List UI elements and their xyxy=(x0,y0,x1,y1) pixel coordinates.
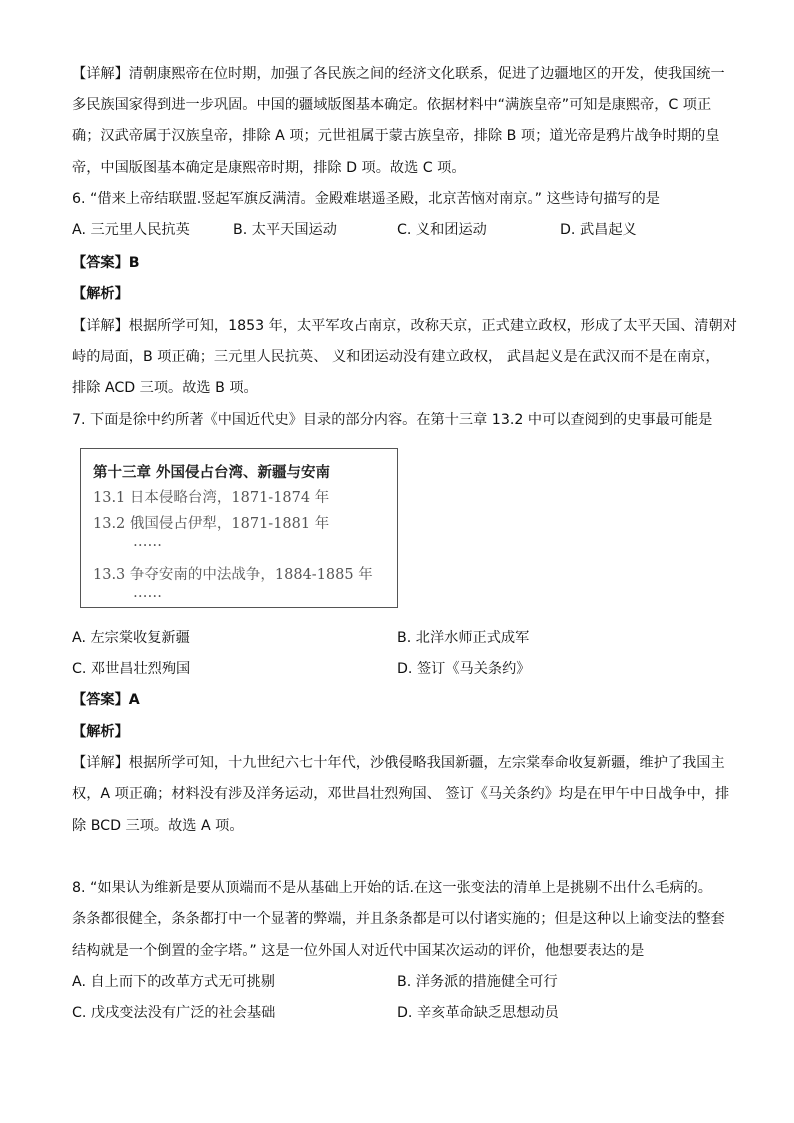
q7-answer: 【答案】A xyxy=(72,692,140,708)
q6-detail-line-1: 【详解】根据所学可知，1853 年，太平军攻占南京，改称天京，正式建立政权，形成了太平天国、清朝对 xyxy=(72,318,737,334)
q6-options xyxy=(72,220,724,240)
q7-stem: 7. 下面是徐中约所著《中国近代史》目录的部分内容。在第十三章 13.2 中可以查阅到的史事最可能是 xyxy=(72,412,713,428)
q7-options-row-2 xyxy=(72,659,724,679)
q7-options-row-1 xyxy=(72,628,724,648)
q6-option-c: C. 义和团运动 xyxy=(397,222,487,238)
q7-option-c: C. 邓世昌壮烈殉国 xyxy=(72,661,191,677)
toc-ellipsis-1: …… xyxy=(133,534,162,550)
q6-option-d: D. 武昌起义 xyxy=(560,222,637,238)
q8-option-a: A. 自上而下的改革方式无可挑剔 xyxy=(72,974,275,990)
q5-detail-line-1: 【详解】清朝康熙帝在位时期，加强了各民族之间的经济文化联系，促进了边疆地区的开发，使我国统一 xyxy=(72,66,725,82)
q7-option-b: B. 北洋水师正式成军 xyxy=(397,630,530,646)
q7-detail-line-2: 权，A 项正确；材料没有涉及洋务运动，邓世昌壮烈殉国、 签订《马关条约》均是在甲午中日战争中，排 xyxy=(72,786,730,802)
q5-detail-line-3: 确；汉武帝属于汉族皇帝，排除 A 项；元世祖属于蒙古族皇帝，排除 B 项；道光帝是鸦片战争时期的皇 xyxy=(72,128,720,144)
q7-option-d: D. 签订《马关条约》 xyxy=(397,661,531,677)
q8-options-row-2 xyxy=(72,1003,724,1023)
toc-item-13-3: 13.3 争夺安南的中法战争，1884-1885 年 xyxy=(93,567,373,583)
q8-option-b: B. 洋务派的措施健全可行 xyxy=(397,974,558,990)
q6-analysis-label: 【解析】 xyxy=(72,286,129,302)
toc-item-13-2: 13.2 俄国侵占伊犁，1871-1881 年 xyxy=(93,516,330,532)
q6-detail-line-3: 排除 ACD 三项。故选 B 项。 xyxy=(72,380,258,396)
toc-chapter-heading: 第十三章 外国侵占台湾、新疆与安南 xyxy=(93,465,331,481)
q7-analysis-label: 【解析】 xyxy=(72,724,129,740)
q8-stem-line-2: 条条都很健全，条条都打中一个显著的弊端，并且条条都是可以付诸实施的；但是这种以上谕变法的整套 xyxy=(72,911,725,927)
q8-stem-line-1: 8. “如果认为维新是要从顶端而不是从基础上开始的话.在这一张变法的清单上是挑剔不出什么毛病的。 xyxy=(72,880,712,896)
q5-detail-line-4: 帝，中国版图基本确定是康熙帝时期，排除 D 项。故选 C 项。 xyxy=(72,160,466,176)
q6-answer: 【答案】B xyxy=(72,255,140,271)
q8-option-c: C. 戊戌变法没有广泛的社会基础 xyxy=(72,1005,276,1021)
q7-option-a: A. 左宗棠收复新疆 xyxy=(72,630,190,646)
q6-stem: 6. “借来上帝结联盟.竖起军旗反满清。金殿难堪遥圣殿，北京苦恼对南京。” 这些诗句描写的是 xyxy=(72,191,660,207)
q6-option-a: A. 三元里人民抗英 xyxy=(72,222,190,238)
toc-ellipsis-2: …… xyxy=(133,585,162,601)
q8-option-d: D. 辛亥革命缺乏思想动员 xyxy=(397,1005,559,1021)
q7-detail-line-1: 【详解】根据所学可知，十九世纪六七十年代，沙俄侵略我国新疆，左宗棠奉命收复新疆，维护了我国主 xyxy=(72,755,725,771)
q8-stem-line-3: 结构就是一个倒置的金字塔。” 这是一位外国人对近代中国某次运动的评价，他想要表达的是 xyxy=(72,943,645,959)
toc-item-13-1: 13.1 日本侵略台湾，1871-1874 年 xyxy=(93,490,330,506)
q6-option-b: B. 太平天国运动 xyxy=(233,222,337,238)
q8-options-row-1 xyxy=(72,972,724,992)
q5-detail-line-2: 多民族国家得到进一步巩固。中国的疆域版图基本确定。依据材料中“满族皇帝”可知是康熙帝，C 项正 xyxy=(72,97,712,113)
table-of-contents-excerpt xyxy=(80,448,398,608)
q6-detail-line-2: 峙的局面，B 项正确；三元里人民抗英、 义和团运动没有建立政权， 武昌起义是在武汉而不是在南京， xyxy=(72,349,720,365)
q7-detail-line-3: 除 BCD 三项。故选 A 项。 xyxy=(72,818,244,834)
